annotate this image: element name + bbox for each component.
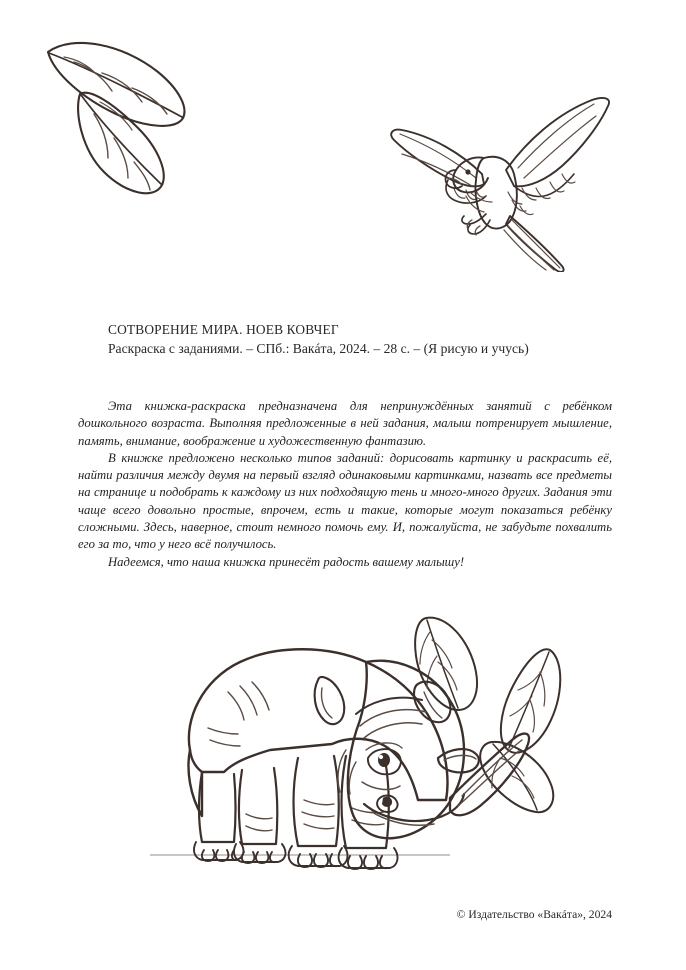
parrot-illustration [386, 96, 618, 272]
annotation-paragraph-1: Эта книжка-раскраска предназначена для непринуждённых занятий с ребёнком дошкольного возраста. Выполняя предложенные в ней задания, малыш потренирует мышление, память, внимание, воображение и художественную фантазию. [78, 399, 612, 448]
annotation-paragraph-3: Надеемся, что наша книжка принесёт радость вашему малышу! [108, 554, 465, 569]
annotation-text [78, 398, 612, 571]
book-title: СОТВОРЕНИЕ МИРА. НОЕВ КОВЧЕГ [108, 322, 339, 337]
book-subtitle: Раскраска с заданиями. – СПб.: Вакáта, 2024. – 28 с. – (Я рисую и учусь) [108, 341, 529, 356]
annotation-paragraph-2: В книжке предложено несколько типов заданий: дорисовать картинку и раскрасить её, найти различия между двумя на первый взгляд одинаковыми картинками, назвать все предметы на странице и подобрать к каждому из них подходящую тень и много-много других. Задания эти чаще всего довольно простые, впрочем, есть и такие, которые могут показаться ребёнку сложными. Здесь, наверное, стоит немного помочь ему. И, пожалуйста, не забудьте похвалить его за то, что у него всё получилось. [78, 450, 612, 552]
copyright-line: © Издательство «Вакáта», 2024 [456, 908, 612, 921]
imprint-block [108, 320, 638, 358]
leaves-illustration [28, 22, 198, 212]
rhinoceros-illustration [150, 600, 590, 900]
